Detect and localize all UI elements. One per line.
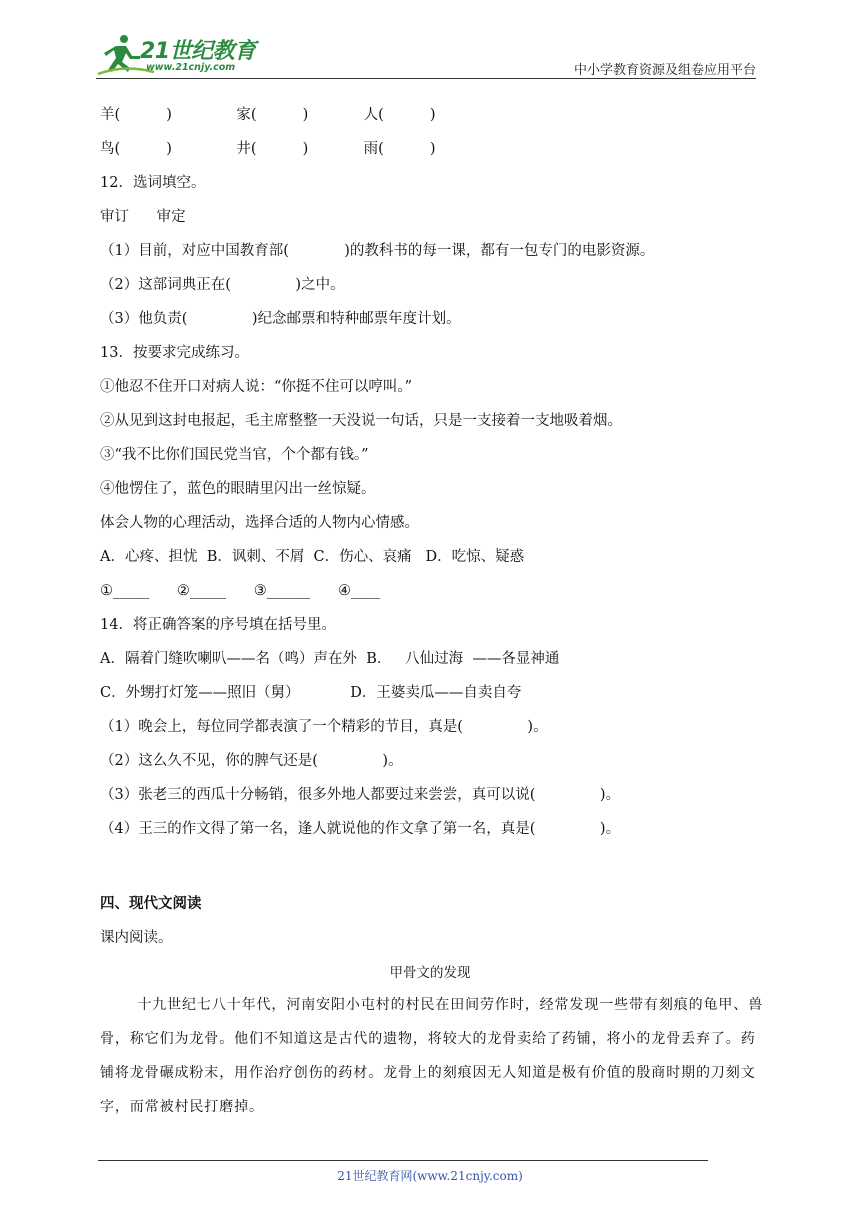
article-title: 甲骨文的发现 — [389, 965, 471, 981]
q14-item-3: （3）张老三的西瓜十分畅销，很多外地人都要过来尝尝，真可以说( )。 — [100, 787, 621, 803]
page-header — [0, 0, 860, 80]
q13-sentence-1: ①他忍不住开口对病人说：“你挺不住可以哼叫。” — [100, 379, 413, 395]
q14-item-4: （4）王三的作文得了第一名，逢人就说他的作文拿了第一名，真是( )。 — [100, 821, 621, 837]
char-blank-row-1: 羊( ) 家( ) 人( ) — [100, 107, 436, 123]
q14-options-cd: C．外甥打灯笼——照旧（舅） D．王婆卖瓜——自卖自夸 — [100, 685, 522, 701]
footer-divider — [98, 1160, 708, 1161]
footer-text: 21世纪教育网(www.21cnjy.com) — [337, 1169, 523, 1183]
article-line-4: 字，而常被村民打磨掉。 — [100, 1099, 264, 1115]
section-heading: 四、现代文阅读 — [100, 896, 202, 912]
q12-item-3: （3）他负责( )纪念邮票和特种邮票年度计划。 — [100, 311, 461, 327]
logo-url: www.21cnjy.com — [146, 62, 236, 73]
question-13-title: 13．按要求完成练习。 — [100, 345, 249, 361]
word-options: 审订 审定 — [100, 209, 186, 225]
header-divider — [96, 78, 756, 79]
article-line-1: 十九世纪七八十年代，河南安阳小屯村的村民在田间劳作时，经常发现一些带有刻痕的龟甲、兽 — [100, 997, 764, 1013]
logo-text: 21世纪教育 — [140, 39, 256, 64]
q14-options-ab: A．隔着门缝吹喇叭——名（鸣）声在外 B． 八仙过海 ——各显神通 — [100, 651, 560, 667]
q13-options: A．心疼、担忧 B．讽刺、不屑 C．伤心、哀痛 D．吃惊、疑惑 — [100, 549, 525, 565]
question-12-title: 12．选词填空。 — [100, 175, 206, 191]
q13-sentence-4: ④他愣住了，蓝色的眼睛里闪出一丝惊疑。 — [100, 481, 376, 497]
q12-item-1: （1）目前，对应中国教育部( )的教科书的每一课，都有一包专门的电影资源。 — [100, 243, 655, 259]
q13-instruction: 体会人物的心理活动，选择合适的人物内心情感。 — [100, 515, 419, 531]
q14-item-1: （1）晚会上，每位同学都表演了一个精彩的节目，真是( )。 — [100, 719, 548, 735]
platform-name: 中小学教育资源及组卷应用平台 — [573, 63, 756, 78]
q14-item-2: （2）这么久不见，你的脾气还是( )。 — [100, 753, 403, 769]
q13-sentence-2: ②从见到这封电报起，毛主席整整一天没说一句话，只是一支接着一支地吸着烟。 — [100, 413, 622, 429]
q13-answer-blanks: ①_____ ②_____ ③______ ④____ — [100, 583, 380, 599]
article-line-2: 骨，称它们为龙骨。他们不知道这是古代的遗物，将较大的龙骨卖给了药铺，将小的龙骨丢弃了。药 — [100, 1031, 756, 1047]
question-14-title: 14．将正确答案的序号填在括号里。 — [100, 617, 336, 633]
q13-sentence-3: ③“我不比你们国民党当官，个个都有钱。” — [100, 447, 369, 463]
article-line-3: 铺将龙骨碾成粉末，用作治疗创伤的药材。龙骨上的刻痕因无人知道是极有价值的殷商时期的刀刻文 — [100, 1065, 756, 1081]
q12-item-2: （2）这部词典正在( )之中。 — [100, 277, 345, 293]
section-intro: 课内阅读。 — [100, 930, 173, 946]
char-blank-row-2: 鸟( ) 井( ) 雨( ) — [100, 141, 436, 157]
